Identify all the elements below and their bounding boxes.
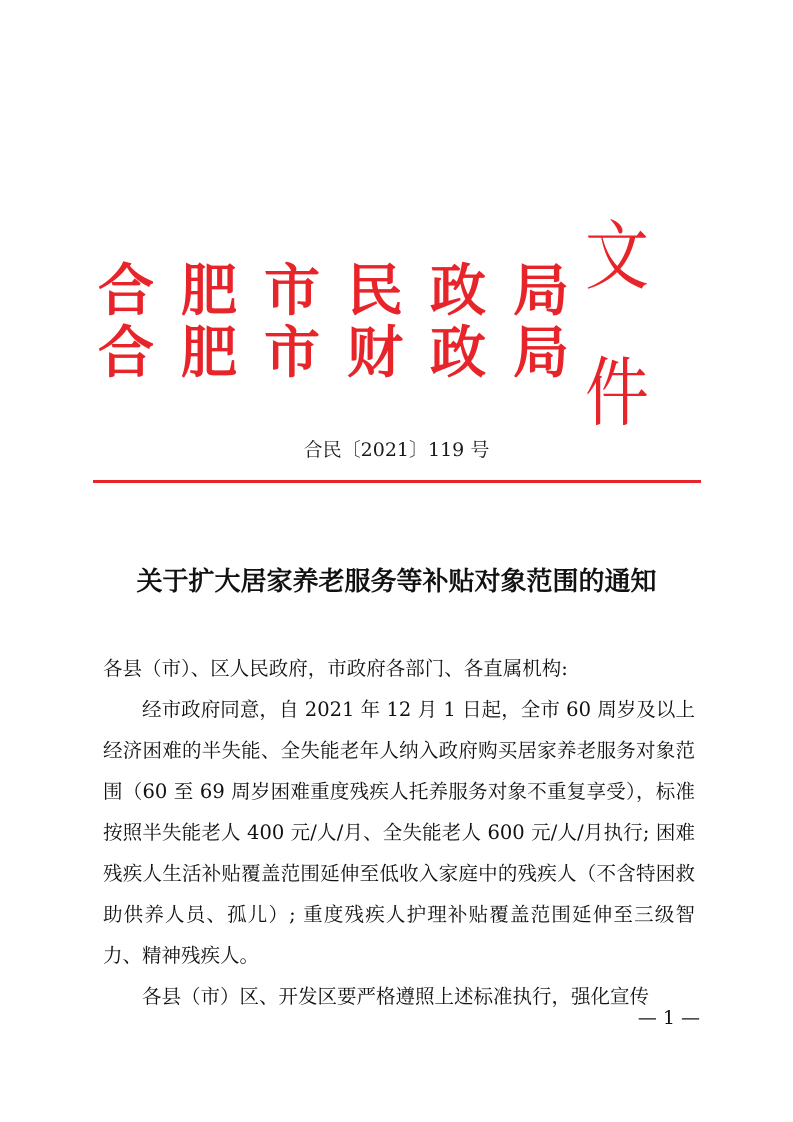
issuing-agency-header	[98, 213, 698, 439]
agency-char: 局	[513, 320, 569, 386]
body-paragraph: 各县（市）区、开发区要严格遵照上述标准执行，强化宣传	[142, 985, 650, 1008]
agency-char: 政	[430, 258, 486, 324]
red-divider-line	[93, 480, 701, 483]
agency-char: 合	[98, 258, 154, 324]
document-body	[103, 648, 695, 1017]
agency-char: 肥	[181, 320, 237, 386]
agency-char: 财	[347, 320, 403, 386]
agency-char: 民	[347, 258, 403, 324]
agency-char: 合	[98, 320, 154, 386]
document-title: 关于扩大居家养老服务等补贴对象范围的通知	[136, 567, 657, 597]
agency-char: 市	[264, 258, 320, 324]
agency-name-civil-affairs	[98, 258, 596, 324]
salutation: 各县（市）、区人民政府，市政府各部门、各直属机构:	[103, 657, 568, 680]
document-number: 合民〔2021〕119 号	[303, 439, 490, 461]
agency-name-finance	[98, 320, 596, 386]
document-label: 文件	[585, 213, 643, 439]
body-paragraph: 经市政府同意，自 2021 年 12 月 1 日起，全市 60 周岁及以上经济困难的半失能、全失能老年人纳入政府购买居家养老服务对象范围（60 至 69 周岁困难重度残疾人托养服务对象不重复享受），标准按照半失能老人 400 元/人/月、全失能老人 600 元/人/月执行; 困难残疾人生活补贴覆盖范围延伸至低收入家庭中的残疾人（不含特困救助供养人员、孤儿）; 重度残疾人护理补贴覆盖范围延伸至三级智力、精神残疾人。	[103, 698, 695, 967]
agency-char: 局	[513, 258, 569, 324]
agency-char: 肥	[181, 258, 237, 324]
page-number: — 1 —	[637, 1007, 700, 1029]
agency-char: 市	[264, 320, 320, 386]
agency-char: 政	[430, 320, 486, 386]
